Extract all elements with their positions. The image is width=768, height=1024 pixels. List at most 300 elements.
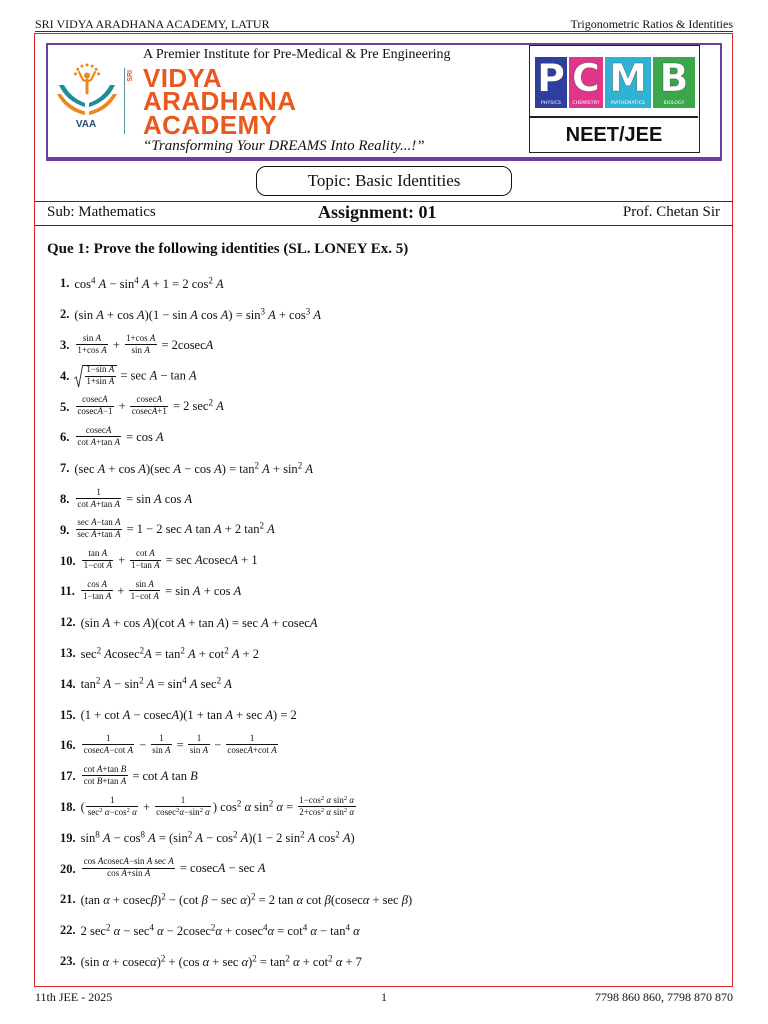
radical-sign [74,365,83,388]
math-text: A − sin [98,276,135,291]
math-variable: A [271,744,277,755]
math-text [130,807,137,817]
assignment-title: Assignment: 01 [318,202,437,222]
identity-item [60,731,720,762]
superscript: 2 [328,953,333,964]
math-variable: A [123,856,129,867]
math-text: A + 1 = 2 cos [141,276,209,291]
fraction [82,549,113,571]
identity-item [60,761,720,792]
math-text: 1−cot A [130,590,159,601]
math-text: sec A−tan A [77,517,121,528]
fraction-denominator [85,377,116,387]
fraction-denominator [76,345,108,355]
math-text: cot B+tan A [83,775,127,786]
logo-dot [76,68,79,71]
math-variable: α [362,892,370,907]
item-number: 11. [60,584,75,599]
math-text: = 2 tan α cot β(cosecα + sec β) [255,892,413,907]
math-variable: A [143,615,151,630]
math-text: 1+sin A [86,376,115,387]
math-text: 1+cos A [126,332,156,343]
math-variable: A [102,831,111,846]
math-text: A cos [307,831,336,846]
superscript: 4 [302,922,308,933]
fraction-denominator [82,745,134,755]
banner-tagline: A Premier Institute for Pre-Medical & Pre Engineering [143,47,451,62]
math-variable: A [195,831,204,846]
identity-expression [74,396,223,418]
math-variable: A [98,276,107,291]
math-variable: A [165,744,171,755]
fraction-denominator [298,807,356,817]
item-number: 10. [60,553,76,568]
math-text: 1+cos A [77,344,107,355]
identity-item [60,946,720,977]
math-variable: A [215,276,224,291]
math-text: (sin α + cosecα) [80,954,161,969]
superscript: 2 [320,794,325,802]
math-text: 1 [159,733,164,744]
identity-list [60,269,720,977]
math-variable: α [241,954,249,969]
math-variable: A [108,364,115,375]
math-variable: A [105,590,112,601]
item-number: 15. [60,707,76,722]
math-text: Acosec [104,646,140,661]
math-text: α sin [326,806,344,817]
superscript: 2 [208,275,213,286]
math-text: (sin A + cos A)(1 − sin A cos A) = sin [74,307,261,322]
fraction [76,426,122,448]
math-variable: α [240,892,247,907]
math-variable: α [102,954,110,969]
math-text: cosecA−cot A [83,744,133,755]
math-text: A − cos [195,831,234,846]
item-number: 16. [60,738,76,753]
fraction-denominator [76,530,122,540]
math-text: = 2cosecA [158,337,214,352]
math-text: α − 2cosec [157,923,211,938]
fraction-numerator [76,426,122,437]
fraction-denominator [130,561,161,571]
page-number: 1 [381,990,387,1004]
math-text: 1−tan A [131,560,160,571]
superscript: 4 [263,922,268,933]
math-variable: A [268,307,276,322]
identity-expression [74,427,163,449]
fraction-denominator [226,745,278,755]
math-text: A = (sin [148,831,188,846]
math-text: 1 [106,733,111,744]
fraction [85,365,116,387]
math-variable: A [153,491,162,506]
radical-body [83,365,117,388]
math-variable: A [257,861,266,875]
stream-tile-mathematics [605,57,651,108]
institute-name-line: ACADEMY [143,110,278,140]
math-variable: A [216,615,225,630]
math-variable: A [97,856,104,867]
math-variable: A [202,744,209,755]
stream-letter: M [609,57,647,100]
fraction [130,395,168,417]
math-text: α = [276,799,297,814]
math-variable: A [265,708,274,723]
math-variable: A [138,461,146,476]
math-text [221,677,232,691]
math-text: A + cos [268,307,306,322]
math-variable: α [310,923,317,938]
identity-expression [81,893,413,907]
fraction-numerator [130,549,161,560]
identity-expression [81,924,360,938]
math-variable: A [144,646,152,661]
logo-dot [80,65,83,68]
identity-expression [80,794,357,819]
math-text: α + cot [293,954,329,969]
superscript: 2 [224,645,229,656]
math-variable: A [104,646,112,661]
fraction-numerator [125,334,157,345]
math-variable: A [173,461,182,476]
math-text: cos A+sin A [107,868,151,879]
math-text: A + cot [187,646,225,661]
superscript: 8 [140,829,145,840]
math-variable: A [231,646,240,661]
math-text: A) [342,831,355,846]
fraction-denominator [82,869,175,879]
math-text: ( [80,799,85,814]
identity-expression [74,519,274,541]
math-text: A sec [189,677,217,692]
math-variable: A [213,522,222,537]
math-text: 1 [110,794,115,805]
math-variable: A [108,376,115,387]
fraction [81,580,112,602]
identity-item [60,515,720,546]
fraction-denominator [130,407,168,417]
fraction-numerator [82,549,113,560]
identity-item [60,484,720,515]
fraction-denominator [81,591,112,601]
math-text [350,924,360,938]
math-variable: A [305,461,313,476]
math-variable: A [205,337,214,352]
identity-expression [80,581,241,603]
item-number: 19. [60,830,76,845]
superscript: 3 [260,306,265,317]
math-variable: A [102,615,111,630]
math-text: 1−cos [299,794,321,805]
item-number: 4. [60,368,70,383]
math-text: = tan [256,954,286,969]
math-text: sec [80,646,97,661]
superscript: 2 [268,797,274,808]
math-text: 1−cot A [83,560,112,571]
math-variable: A [114,517,121,528]
superscript: 4 [182,675,187,686]
fraction [226,734,278,756]
math-variable: A [149,548,155,559]
math-variable: A [220,307,229,322]
math-text: + [114,583,128,598]
logo-separator [124,68,125,134]
math-variable: A [101,344,107,355]
identity-item [60,269,720,300]
fraction-denominator [76,437,122,447]
stream-letter: P [537,57,565,100]
math-variable: A [153,590,159,601]
superscript: 3 [305,306,311,317]
math-variable: A [96,307,104,322]
identity-item [60,330,720,361]
math-variable: A [309,615,318,630]
item-number: 1. [60,276,70,291]
item-number: 13. [60,646,76,661]
math-text: = sec A − tan A [117,368,197,383]
fraction [86,796,138,818]
math-text: sin A [189,744,209,755]
superscript: 2 [180,645,185,656]
identity-expression [74,277,223,291]
math-variable: A [156,394,163,405]
math-variable: α [293,954,300,969]
math-variable: A [194,553,203,568]
math-text: sec [87,806,100,817]
identity-item [60,299,720,330]
math-text: α + 7 [335,954,362,969]
math-variable: B [190,768,198,783]
fraction-denominator [125,345,157,355]
superscript: 2 [297,460,303,471]
math-variable: α [179,806,185,817]
radical-stroke [75,365,84,387]
math-text: = 1 − 2 sec A tan A + 2 tan [123,522,260,537]
math-variable: A [96,763,103,774]
exam-label: NEET/JEE [530,116,698,152]
math-text: cosecA−1 [77,406,113,417]
math-variable: A [114,436,120,447]
math-variable: A [97,461,106,476]
superscript: 2 [210,922,216,933]
math-variable: A [184,491,193,506]
math-variable: α [244,799,252,814]
math-variable: α [276,799,283,814]
math-variable: A [216,399,224,414]
math-variable: A [102,394,108,405]
math-text: α + cosec [215,923,264,938]
math-variable: α [326,794,332,805]
math-text: cot A [136,548,155,559]
math-text: sin A [131,344,150,355]
item-number: 18. [60,800,76,815]
math-variable: B [96,775,103,786]
math-variable: A [262,461,270,476]
math-text: + (cos α + sec α) [165,954,253,969]
institute-motto: “Transforming Your DREAMS Into Reality...!” [143,138,425,154]
math-variable: A [105,425,112,436]
logo-dot [97,72,100,75]
fraction-numerator [82,857,175,868]
math-text [264,522,275,536]
math-text: sin A [82,332,102,343]
identity-item [60,792,720,823]
math-variable: α [326,806,332,817]
topic-box: Topic: Basic Identities [256,166,512,196]
superscript: 2 [126,806,130,814]
math-text: cos [74,276,92,291]
math-variable: A [148,579,154,590]
math-variable: A [313,307,321,322]
item-number: 9. [60,522,70,537]
superscript: 2 [343,794,348,802]
identity-item [60,453,720,484]
math-variable: A [146,677,155,692]
identity-item [60,546,720,577]
math-text: sec A+tan A [77,529,121,540]
math-variable: A [106,560,112,571]
fraction-denominator [76,499,122,509]
superscript: 2 [99,806,103,814]
superscript: 2 [96,645,102,656]
math-text: 1 [180,794,186,805]
math-variable: A [95,332,102,343]
math-text: = cos A [122,429,164,444]
math-text: cosecA [136,394,163,405]
math-variable: A [184,522,193,537]
math-variable: A [225,708,233,723]
math-text: = 2 sec [169,399,209,414]
teacher-name: Prof. Chetan Sir [622,204,720,220]
identity-item [60,577,720,608]
math-text [347,795,354,805]
identity-item [60,885,720,916]
fraction-denominator [86,807,138,817]
math-variable: β [324,892,331,907]
math-variable: A [127,744,133,755]
math-text: ) cos [212,799,237,814]
identity-item [60,607,720,638]
math-text: α−sin [179,806,200,817]
superscript: 2 [335,829,340,840]
fraction [130,549,161,571]
math-text: cosecA+cot A [227,744,277,755]
superscript: 2 [139,675,144,686]
item-number: 7. [60,461,70,476]
superscript: 2 [160,953,166,964]
superscript: 2 [208,397,213,408]
superscript: 4 [134,275,139,286]
math-text: A − sin [103,677,140,692]
math-variable: β [150,892,158,907]
math-text [302,462,313,476]
institute-name-line: VIDYA [143,63,223,93]
math-variable: α [349,794,355,805]
fraction [125,334,157,356]
math-text: + [109,337,124,352]
math-variable: A [168,856,174,867]
math-text: α sin [244,799,269,814]
math-variable: A [217,861,226,875]
superscript: 2 [252,953,257,964]
identity-expression [74,486,193,511]
identity-expression [81,955,362,969]
logo-dot [74,72,77,75]
math-text: 1−tan A [82,590,112,601]
math-text: + [115,399,129,414]
fraction [298,796,356,818]
math-text: 1 [196,733,202,744]
identity-item [60,361,720,392]
math-text: − (cot β − sec α) [165,892,251,907]
item-number: 14. [60,676,76,691]
math-variable: α [104,806,110,817]
identity-expression [81,858,266,880]
math-text: cos AcosecA−sin A sec A [83,856,174,867]
fraction [76,334,108,356]
math-variable: A [103,744,110,755]
meta-rule-bottom [35,225,733,226]
logo-head [84,73,90,79]
item-number: 6. [60,430,70,445]
math-variable: α [113,923,121,938]
math-text: − [211,737,225,752]
superscript: 2 [236,797,242,808]
logo-rays [74,64,100,79]
math-variable: A [103,677,112,692]
math-text: cot A+tan A [77,498,120,509]
math-variable: A [101,579,107,590]
item-number: 21. [60,892,76,907]
stream-badge [529,45,700,153]
math-text: α − sec [113,923,150,938]
math-text: − [135,737,150,752]
math-variable: β [401,892,408,907]
superscript: 2 [250,891,256,902]
fraction-numerator [76,488,122,499]
math-variable: A [261,615,269,630]
superscript: 2 [176,806,180,814]
fraction-denominator [155,807,212,817]
fraction-numerator [82,765,128,776]
math-variable: α [205,806,210,817]
math-variable: A [101,548,108,559]
superscript: 4 [91,275,96,286]
identity-item [60,915,720,946]
math-variable: A [144,344,150,355]
fraction [188,734,209,756]
stream-tile-biology [653,57,695,108]
fraction-denominator [129,591,160,601]
math-variable: A [187,646,196,661]
fraction-numerator [85,365,116,376]
math-text: = cosecA − sec A [176,861,266,875]
math-variable: A [156,429,164,444]
math-variable: A [121,868,127,879]
header-rule [35,31,733,32]
fraction [151,734,172,756]
identity-expression [81,763,198,788]
math-variable: A [144,868,151,879]
math-text: cos A [87,579,107,590]
square-root [74,365,117,388]
identity-expression [74,308,321,322]
math-text: (tan α + cosecβ) [80,892,162,907]
math-variable: A [149,368,158,383]
institute-name-line: ARADHANA [143,86,297,116]
math-text: 2+cos [299,806,321,817]
